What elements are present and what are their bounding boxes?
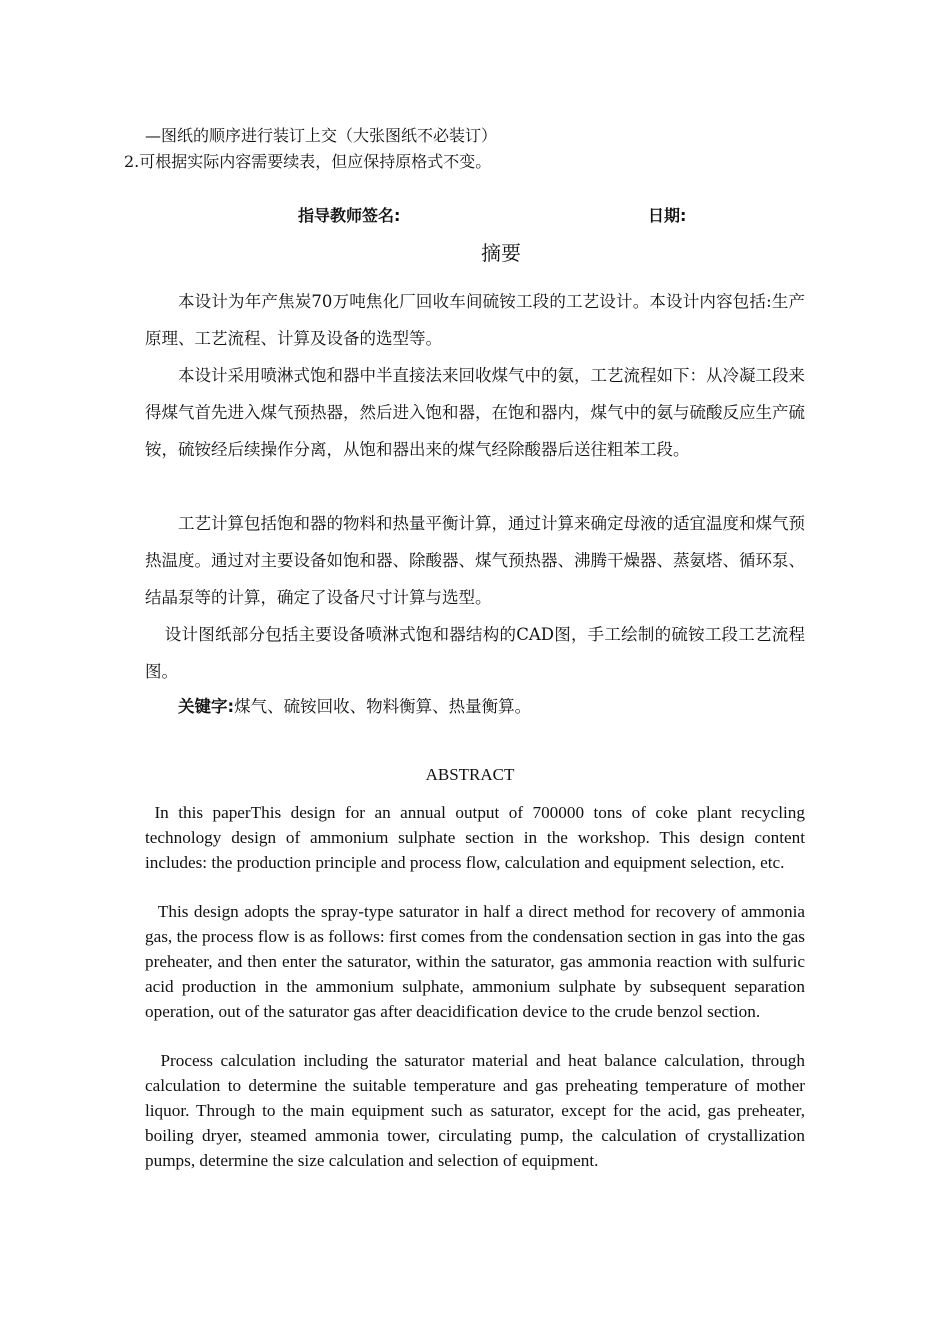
abstract-cn-paragraph-4: 设计图纸部分包括主要设备喷淋式饱和器结构的CAD图，手工绘制的硫铵工段工艺流程图。 [145, 625, 805, 681]
keywords-text: 煤气、硫铵回收、物料衡算、热量衡算。 [234, 697, 532, 716]
abstract-cn-paragraph-2: 本设计采用喷淋式饱和器中半直接法来回收煤气中的氨，工艺流程如下：从冷凝工段来得煤气首先进入煤气预热器，然后进入饱和器，在饱和器内，煤气中的氨与硫酸反应生产硫铵，硫铵经后续操作分离，从饱和器出来的煤气经除酸器后送往粗苯工段。 [145, 366, 805, 459]
note-line-2: 2.可根据实际内容需要续表，但应保持原格式不变。 [124, 152, 492, 171]
abstract-cn-title: 摘要 [481, 241, 521, 265]
abstract-cn-keywords [145, 688, 805, 725]
advisor-signature-label: 指导教师签名: [298, 206, 401, 225]
abstract-cn-paragraph-3: 工艺计算包括饱和器的物料和热量平衡计算，通过计算来确定母液的适宜温度和煤气预热温度。通过对主要设备如饱和器、除酸器、煤气预热器、沸腾干燥器、蒸氨塔、循环泵、结晶泵等的计算，确定了设备尺寸计算与选型。 [145, 514, 805, 607]
abstract-en-paragraph-3: Process calculation including the saturator material and heat balance calculation, through calculation to determine the suitable temperature and gas preheating temperature of mother liquor. Through to the main equipment such as saturator, except for the acid, gas preheater, boiling dryer, steamed ammonia tower, circulating pump, the calculation of crystallization pumps, determine the size calculation and selection of equipment. [145, 1051, 805, 1170]
abstract-en-paragraph-2: This design adopts the spray-type saturator in half a direct method for recovery of ammonia gas, the process flow is as follows: first comes from the condensation section in gas into the gas preheater, and then enter the saturator, within the saturator, gas ammonia reaction with sulfuric acid production in the ammonium sulphate, ammonium sulphate by subsequent separation operation, out of the saturator gas after deacidification device to the crude benzol section. [145, 902, 805, 1021]
keywords-label: 关键字: [178, 697, 235, 716]
date-label: 日期: [648, 206, 687, 225]
abstract-cn-paragraph-1: 本设计为年产焦炭70万吨焦化厂回收车间硫铵工段的工艺设计。本设计内容包括:生产原理、工艺流程、计算及设备的选型等。 [145, 292, 805, 348]
abstract-en-title: ABSTRACT [425, 765, 515, 784]
note-line-1: —图纸的顺序进行装订上交（大张图纸不必装订） [145, 126, 498, 145]
abstract-en-paragraph-1: In this paperThis design for an annual output of 700000 tons of coke plant recycling technology design of ammonium sulphate section in the workshop. This design content includes: the production principle and process flow, calculation and equipment selection, etc. [145, 803, 805, 872]
